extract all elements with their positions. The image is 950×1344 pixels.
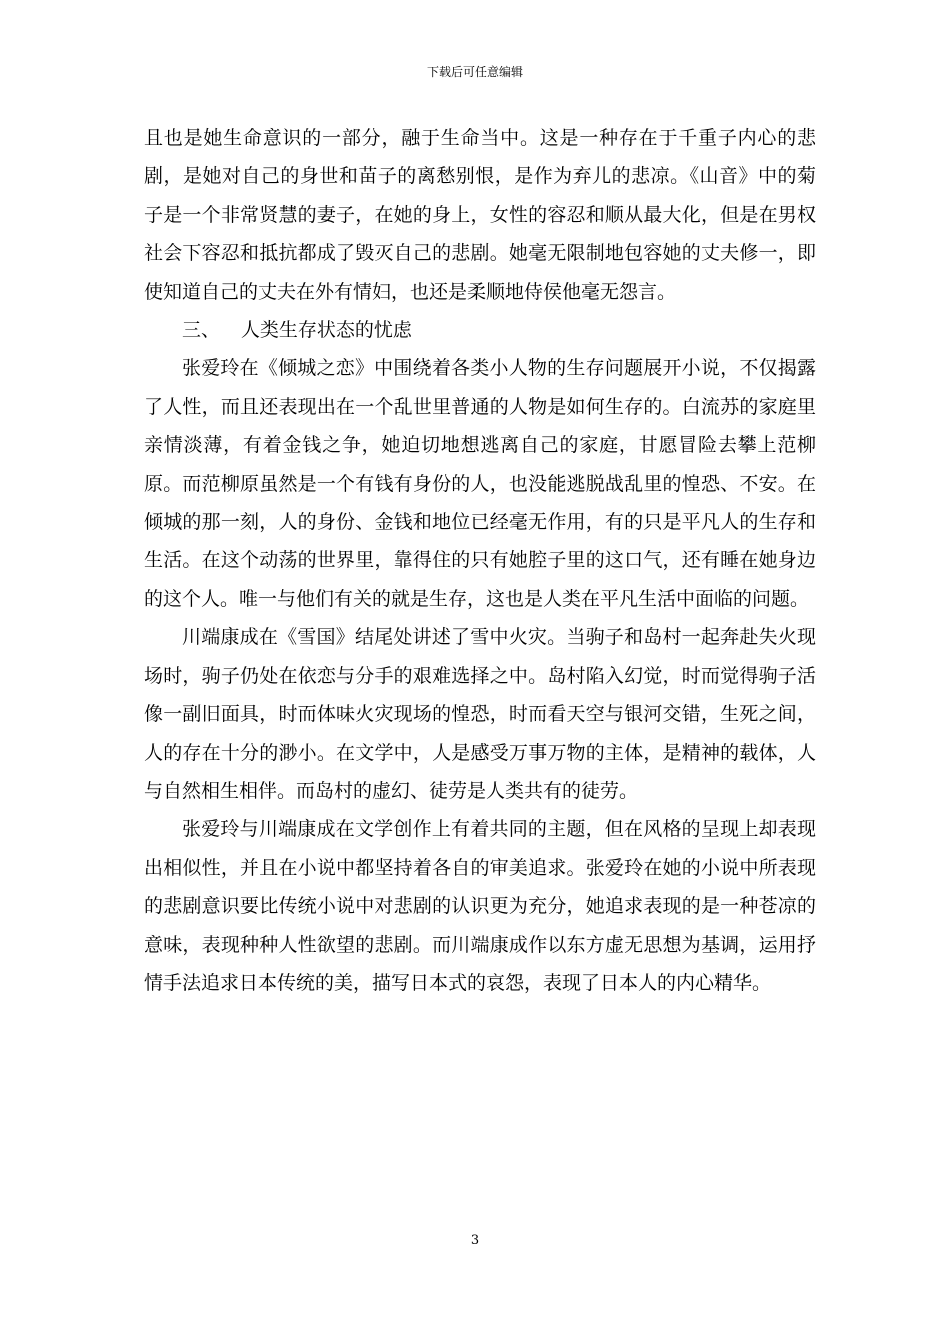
document-body bbox=[144, 119, 816, 1002]
paragraph: 张爱玲在《倾城之恋》中围绕着各类小人物的生存问题展开小说，不仅揭露了人性，而且还表现出在一个乱世里普通的人物是如何生存的。白流苏的家庭里亲情淡薄，有着金钱之争，她迫切地想逃离自己的家庭，甘愿冒险去攀上范柳原。而范柳原虽然是一个有钱有身份的人，也没能逃脱战乱里的惶恐、不安。在倾城的那一刻，人的身份、金钱和地位已经毫无作用，有的只是平凡人的生存和生活。在这个动荡的世界里，靠得住的只有她腔子里的这口气，还有睡在她身边的这个人。唯一与他们有关的就是生存，这也是人类在平凡生活中面临的问题。 bbox=[144, 357, 816, 610]
page-number: 3 bbox=[470, 1233, 480, 1248]
paragraph: 张爱玲与川端康成在文学创作上有着共同的主题，但在风格的呈现上却表现出相似性，并且在小说中都坚持着各自的审美追求。张爱玲在她的小说中所表现的悲剧意识要比传统小说中对悲剧的认识更为充分，她追求表现的是一种苍凉的意味，表现种种人性欲望的悲剧。而川端康成作以东方虚无思想为基调，运用抒情手法追求日本传统的美，描写日本式的哀怨，表现了日本人的内心精华。 bbox=[144, 818, 816, 994]
section-heading bbox=[144, 311, 816, 349]
section-title: 人类生存状态的忧虑 bbox=[240, 319, 412, 342]
paragraph: 川端康成在《雪国》结尾处讲述了雪中火灾。当驹子和岛村一起奔赴失火现场时，驹子仍处在依恋与分手的艰难选择之中。岛村陷入幻觉，时而觉得驹子活像一副旧面具，时而体味火灾现场的惶恐，时而看天空与银河交错，生死之间，人的存在十分的渺小。在文学中，人是感受万事万物的主体，是精神的载体，人与自然相生相伴。而岛村的虚幻、徒劳是人类共有的徒劳。 bbox=[144, 626, 816, 802]
page-header: 下载后可任意编辑 bbox=[426, 65, 523, 79]
paragraph-continuation: 且也是她生命意识的一部分，融于生命当中。这是一种存在于千重子内心的悲剧，是她对自己的身世和苗子的离愁别恨，是作为弃儿的悲凉。《山音》中的菊子是一个非常贤慧的妻子，在她的身上，女性的容忍和顺从最大化，但是在男权社会下容忍和抵抗都成了毁灭自己的悲剧。她毫无限制地包容她的丈夫修一，即使知道自己的丈夫在外有情妇，也还是柔顺地侍侯他毫无怨言。 bbox=[144, 127, 816, 303]
section-number: 三、 bbox=[182, 319, 221, 342]
